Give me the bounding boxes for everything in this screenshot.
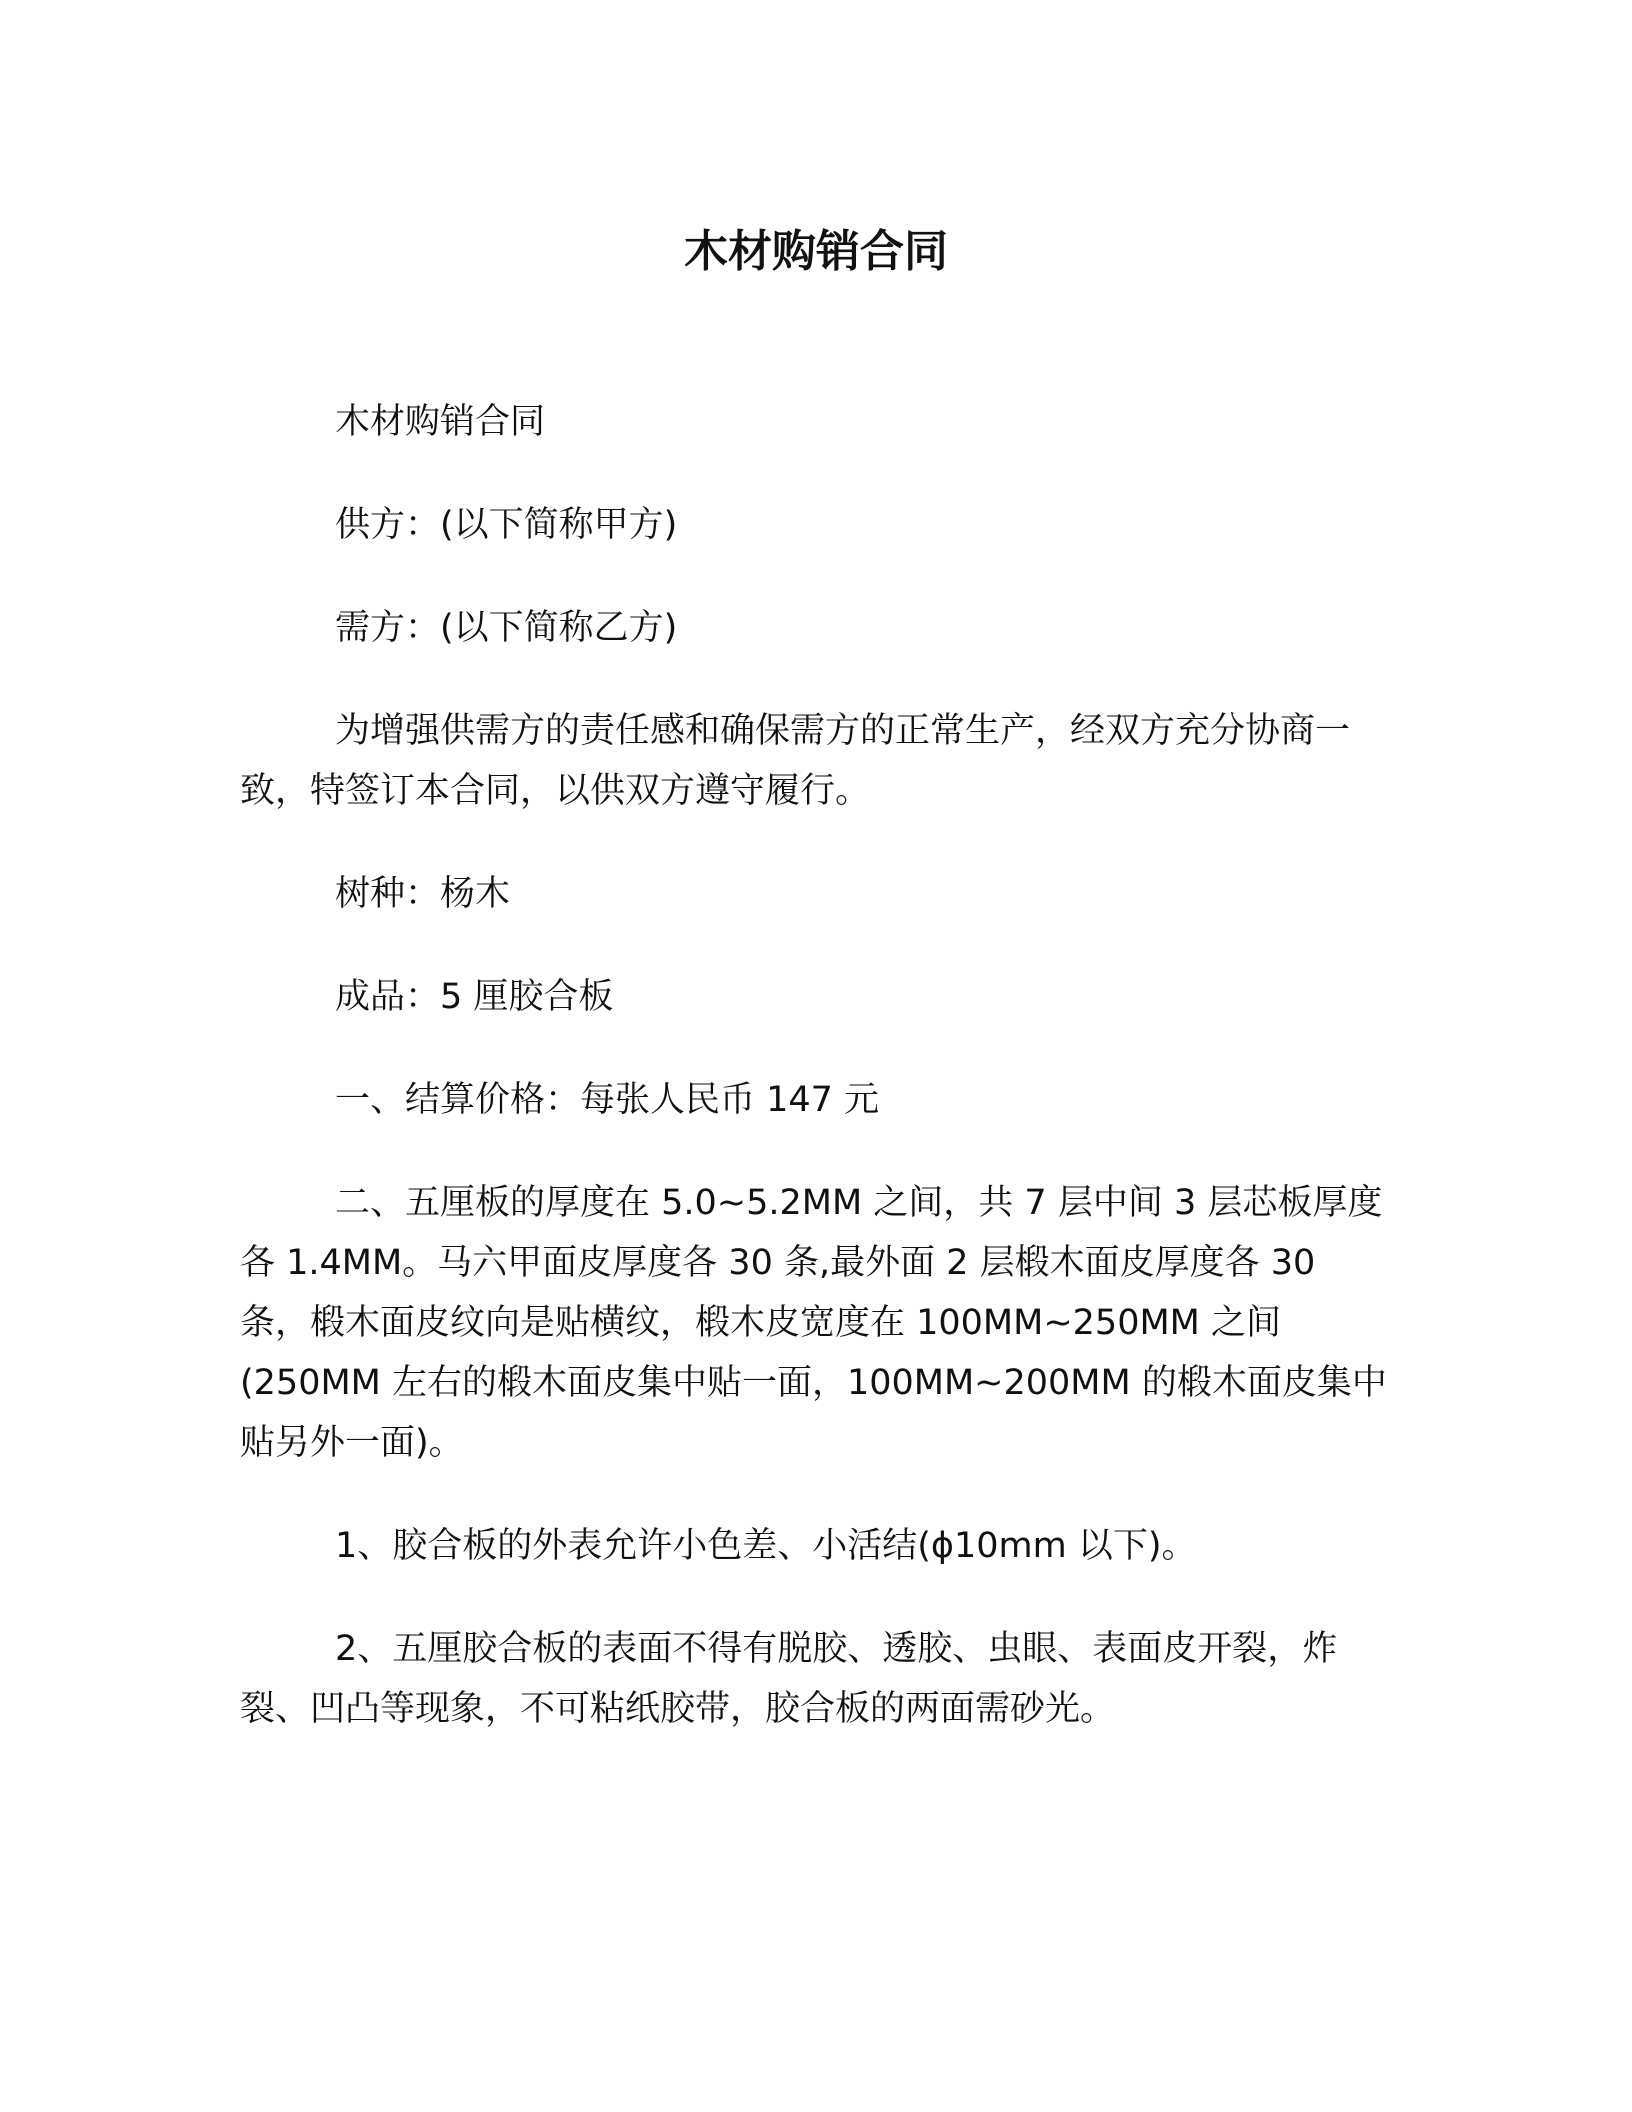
buyer-line: 需方：(以下简称乙方) (335, 608, 678, 648)
clause-item-2: 2、五厘胶合板的表面不得有脱胶、透胶、虫眼、表面皮开裂，炸裂、凹凸等现象，不可粘纸胶带，胶合板的两面需砂光。 (240, 1629, 1338, 1729)
tree-species-line: 树种：杨木 (335, 874, 511, 914)
preamble-paragraph: 为增强供需方的责任感和确保需方的正常生产，经双方充分协商一致，特签订本合同，以供双方遵守履行。 (240, 711, 1351, 811)
document-title: 木材购销合同 (684, 226, 948, 277)
contract-heading: 木材购销合同 (335, 402, 546, 442)
clause-item-1: 1、胶合板的外表允许小色差、小活结(ϕ10mm 以下)。 (335, 1526, 1197, 1566)
supplier-line: 供方：(以下简称甲方) (335, 505, 678, 545)
clause-thickness: 二、五厘板的厚度在 5.0~5.2MM 之间，共 7 层中间 3 层芯板厚度各 1.4MM。马六甲面皮厚度各 30 条,最外面 2 层椴木面皮厚度各 30 条，椴木面皮纹向是贴横纹，椴木皮宽度在 100MM~250MM 之间(250MM 左右的椴木面皮集中贴一面，100MM~200MM 的椴木面皮集中贴另外一面)。 (240, 1183, 1387, 1463)
product-line: 成品：5 厘胶合板 (335, 977, 614, 1017)
clause-price: 一、结算价格：每张人民币 147 元 (335, 1080, 880, 1120)
document-body (240, 392, 1390, 1782)
